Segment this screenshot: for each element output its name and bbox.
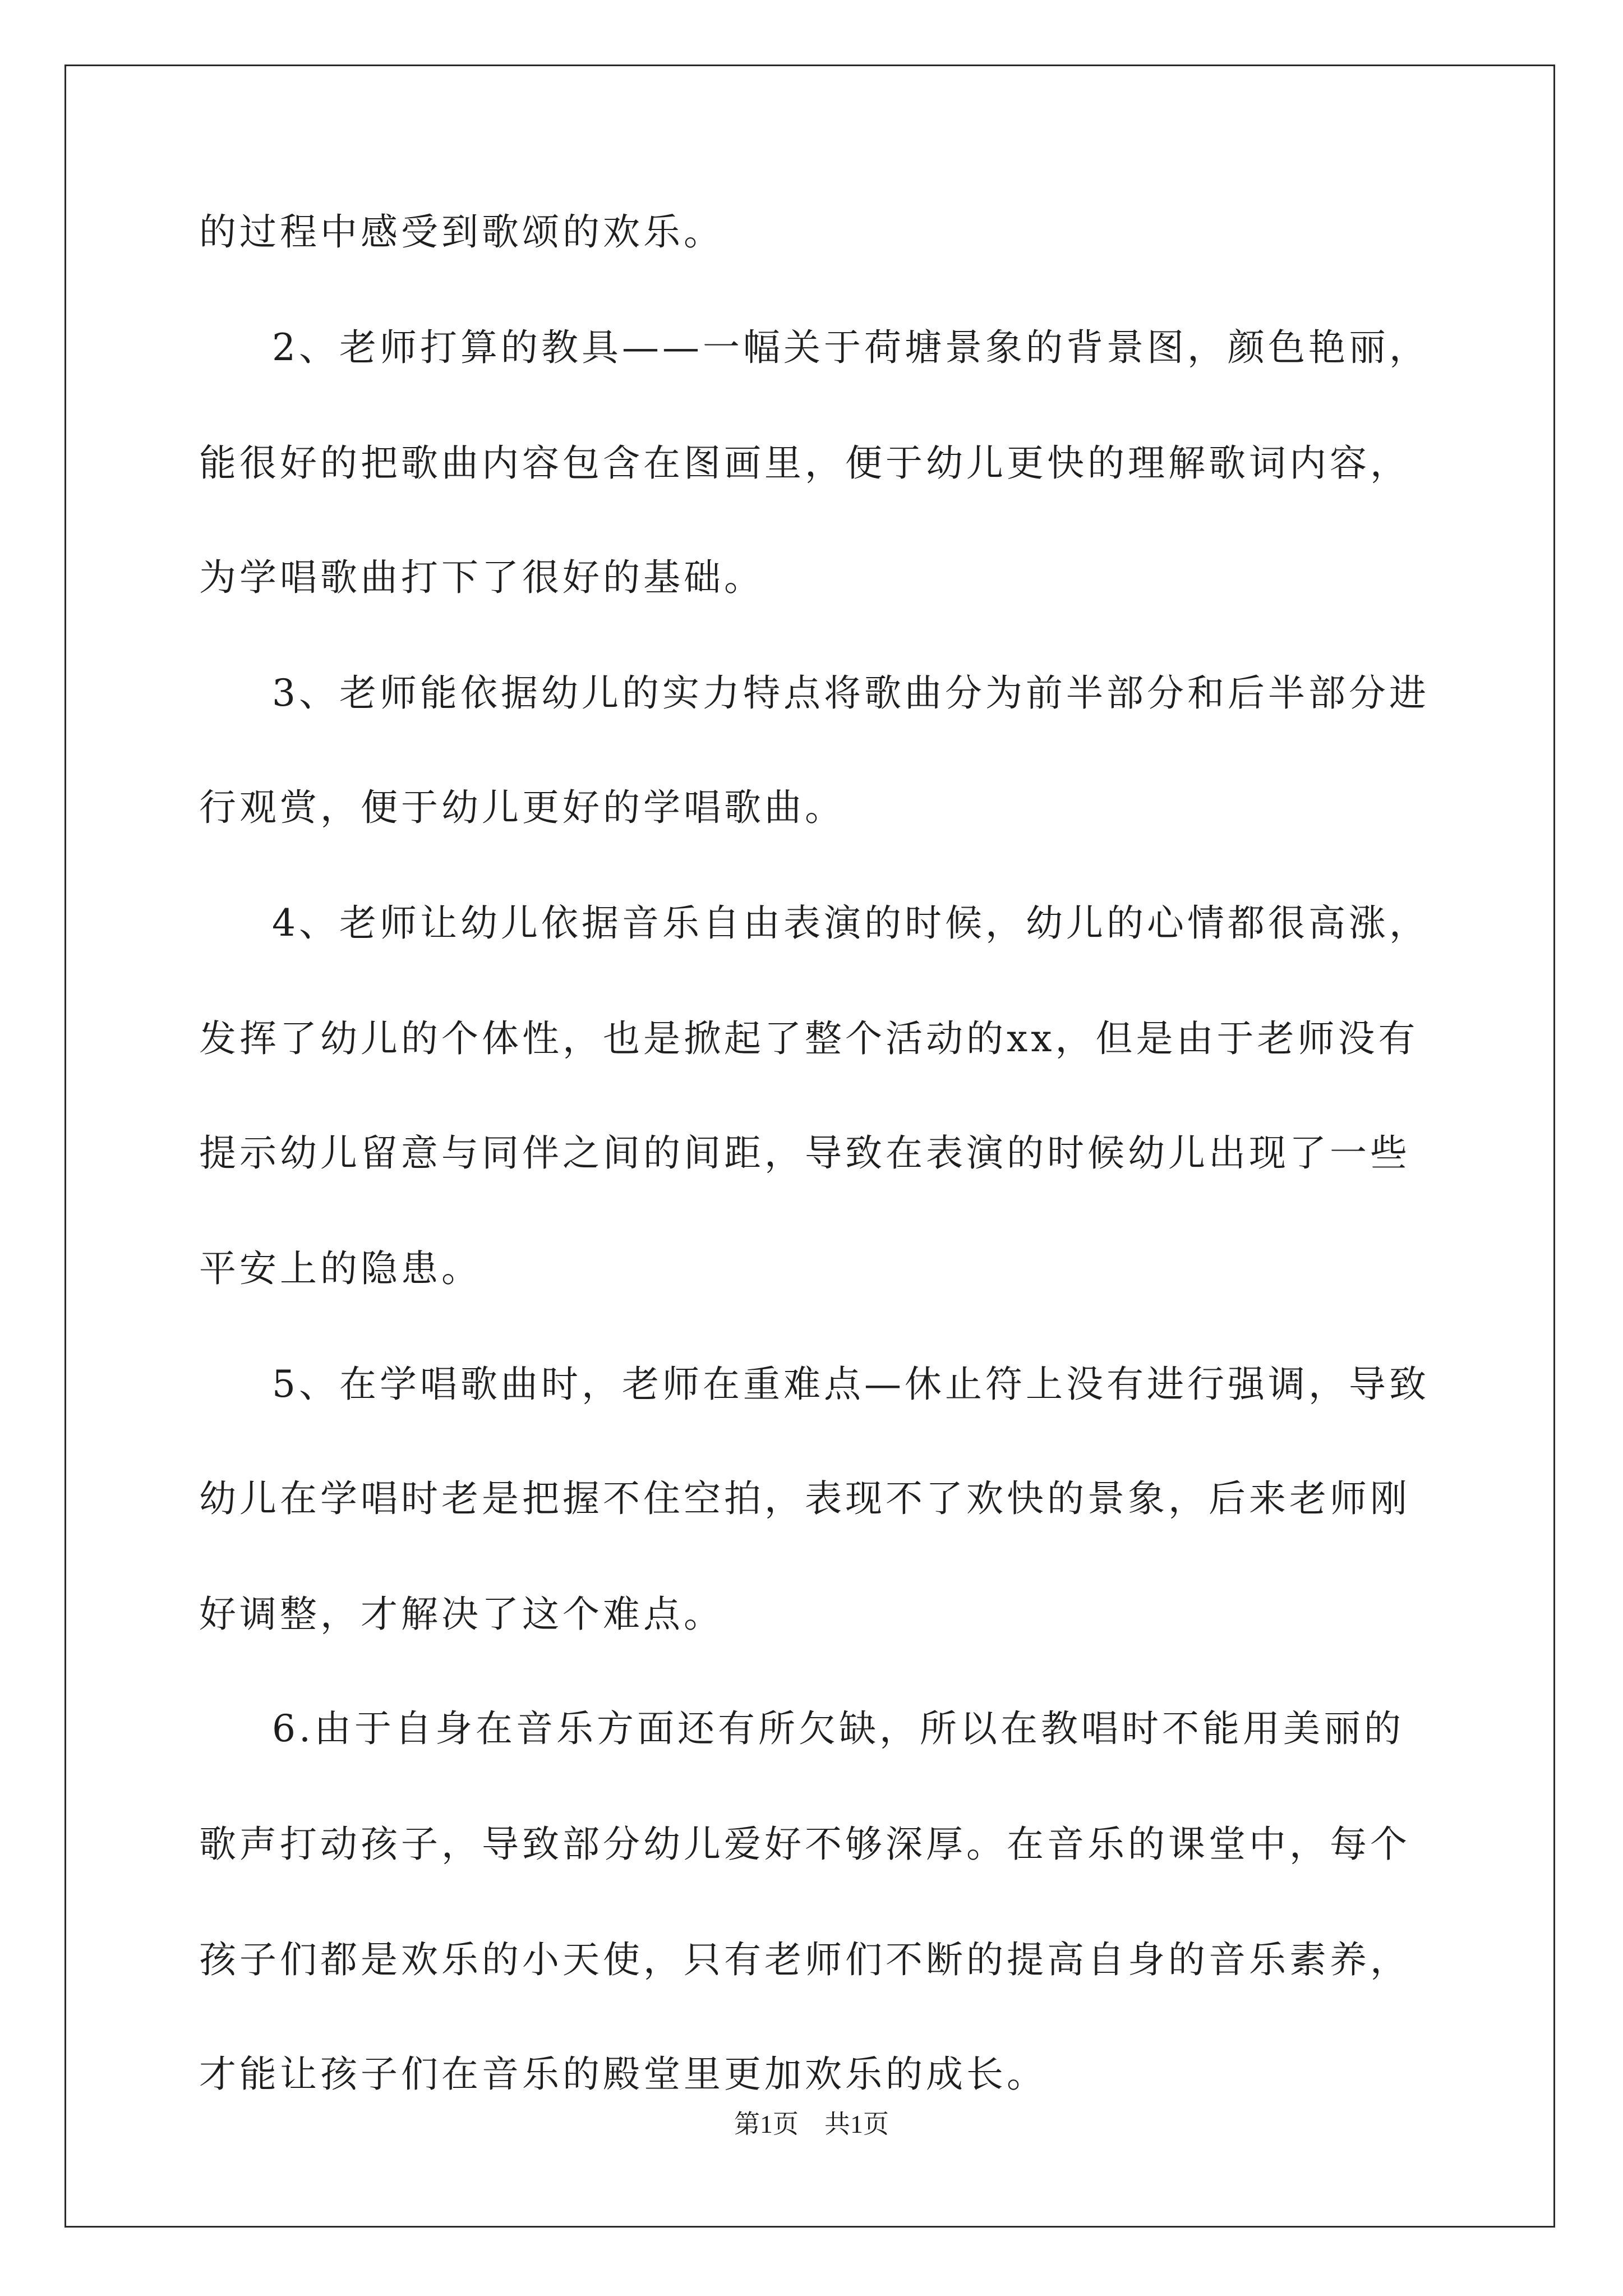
text-line: 发挥了幼儿的个体性，也是掀起了整个活动的xx，但是由于老师没有: [199, 1017, 1419, 1060]
page-footer: 第1页 共1页: [734, 2110, 889, 2138]
text-line: 能很好的把歌曲内容包含在图画里，便于幼儿更快的理解歌词内容，: [199, 441, 1410, 485]
paragraph-2-line: 2、老师打算的教具——一幅关于荷塘景象的背景图，颜色艳丽，: [272, 326, 1430, 369]
paragraph-5-line: 5、在学唱歌曲时，老师在重难点—休止符上没有进行强调，导致: [272, 1363, 1430, 1406]
paragraph-6-line: 6.由于自身在音乐方面还有所欠缺，所以在教唱时不能用美丽的: [272, 1707, 1404, 1750]
text-line: 行观赏，便于幼儿更好的学唱歌曲。: [199, 786, 845, 829]
text-line: 好调整，才解决了这个难点。: [199, 1593, 724, 1636]
text-line: 为学唱歌曲打下了很好的基础。: [199, 556, 764, 599]
text-line: 平安上的隐患。: [199, 1247, 482, 1290]
text-line: 幼儿在学唱时老是把握不住空拍，表现不了欢快的景象，后来老师刚: [199, 1477, 1410, 1520]
text-line: 孩子们都是欢乐的小天使，只有老师们不断的提高自身的音乐素养，: [199, 1938, 1410, 1981]
paragraph-4-line: 4、老师让幼儿依据音乐自由表演的时候，幼儿的心情都很高涨，: [272, 901, 1430, 945]
text-line: 的过程中感受到歌颂的欢乐。: [199, 210, 724, 254]
text-line: 才能让孩子们在音乐的殿堂里更加欢乐的成长。: [199, 2053, 1047, 2096]
text-line: 提示幼儿留意与同伴之间的间距，导致在表演的时候幼儿出现了一些: [199, 1131, 1410, 1175]
text-line: 歌声打动孩子，导致部分幼儿爱好不够深厚。在音乐的课堂中，每个: [199, 1823, 1410, 1866]
paragraph-3-line: 3、老师能依据幼儿的实力特点将歌曲分为前半部分和后半部分进: [272, 671, 1430, 715]
